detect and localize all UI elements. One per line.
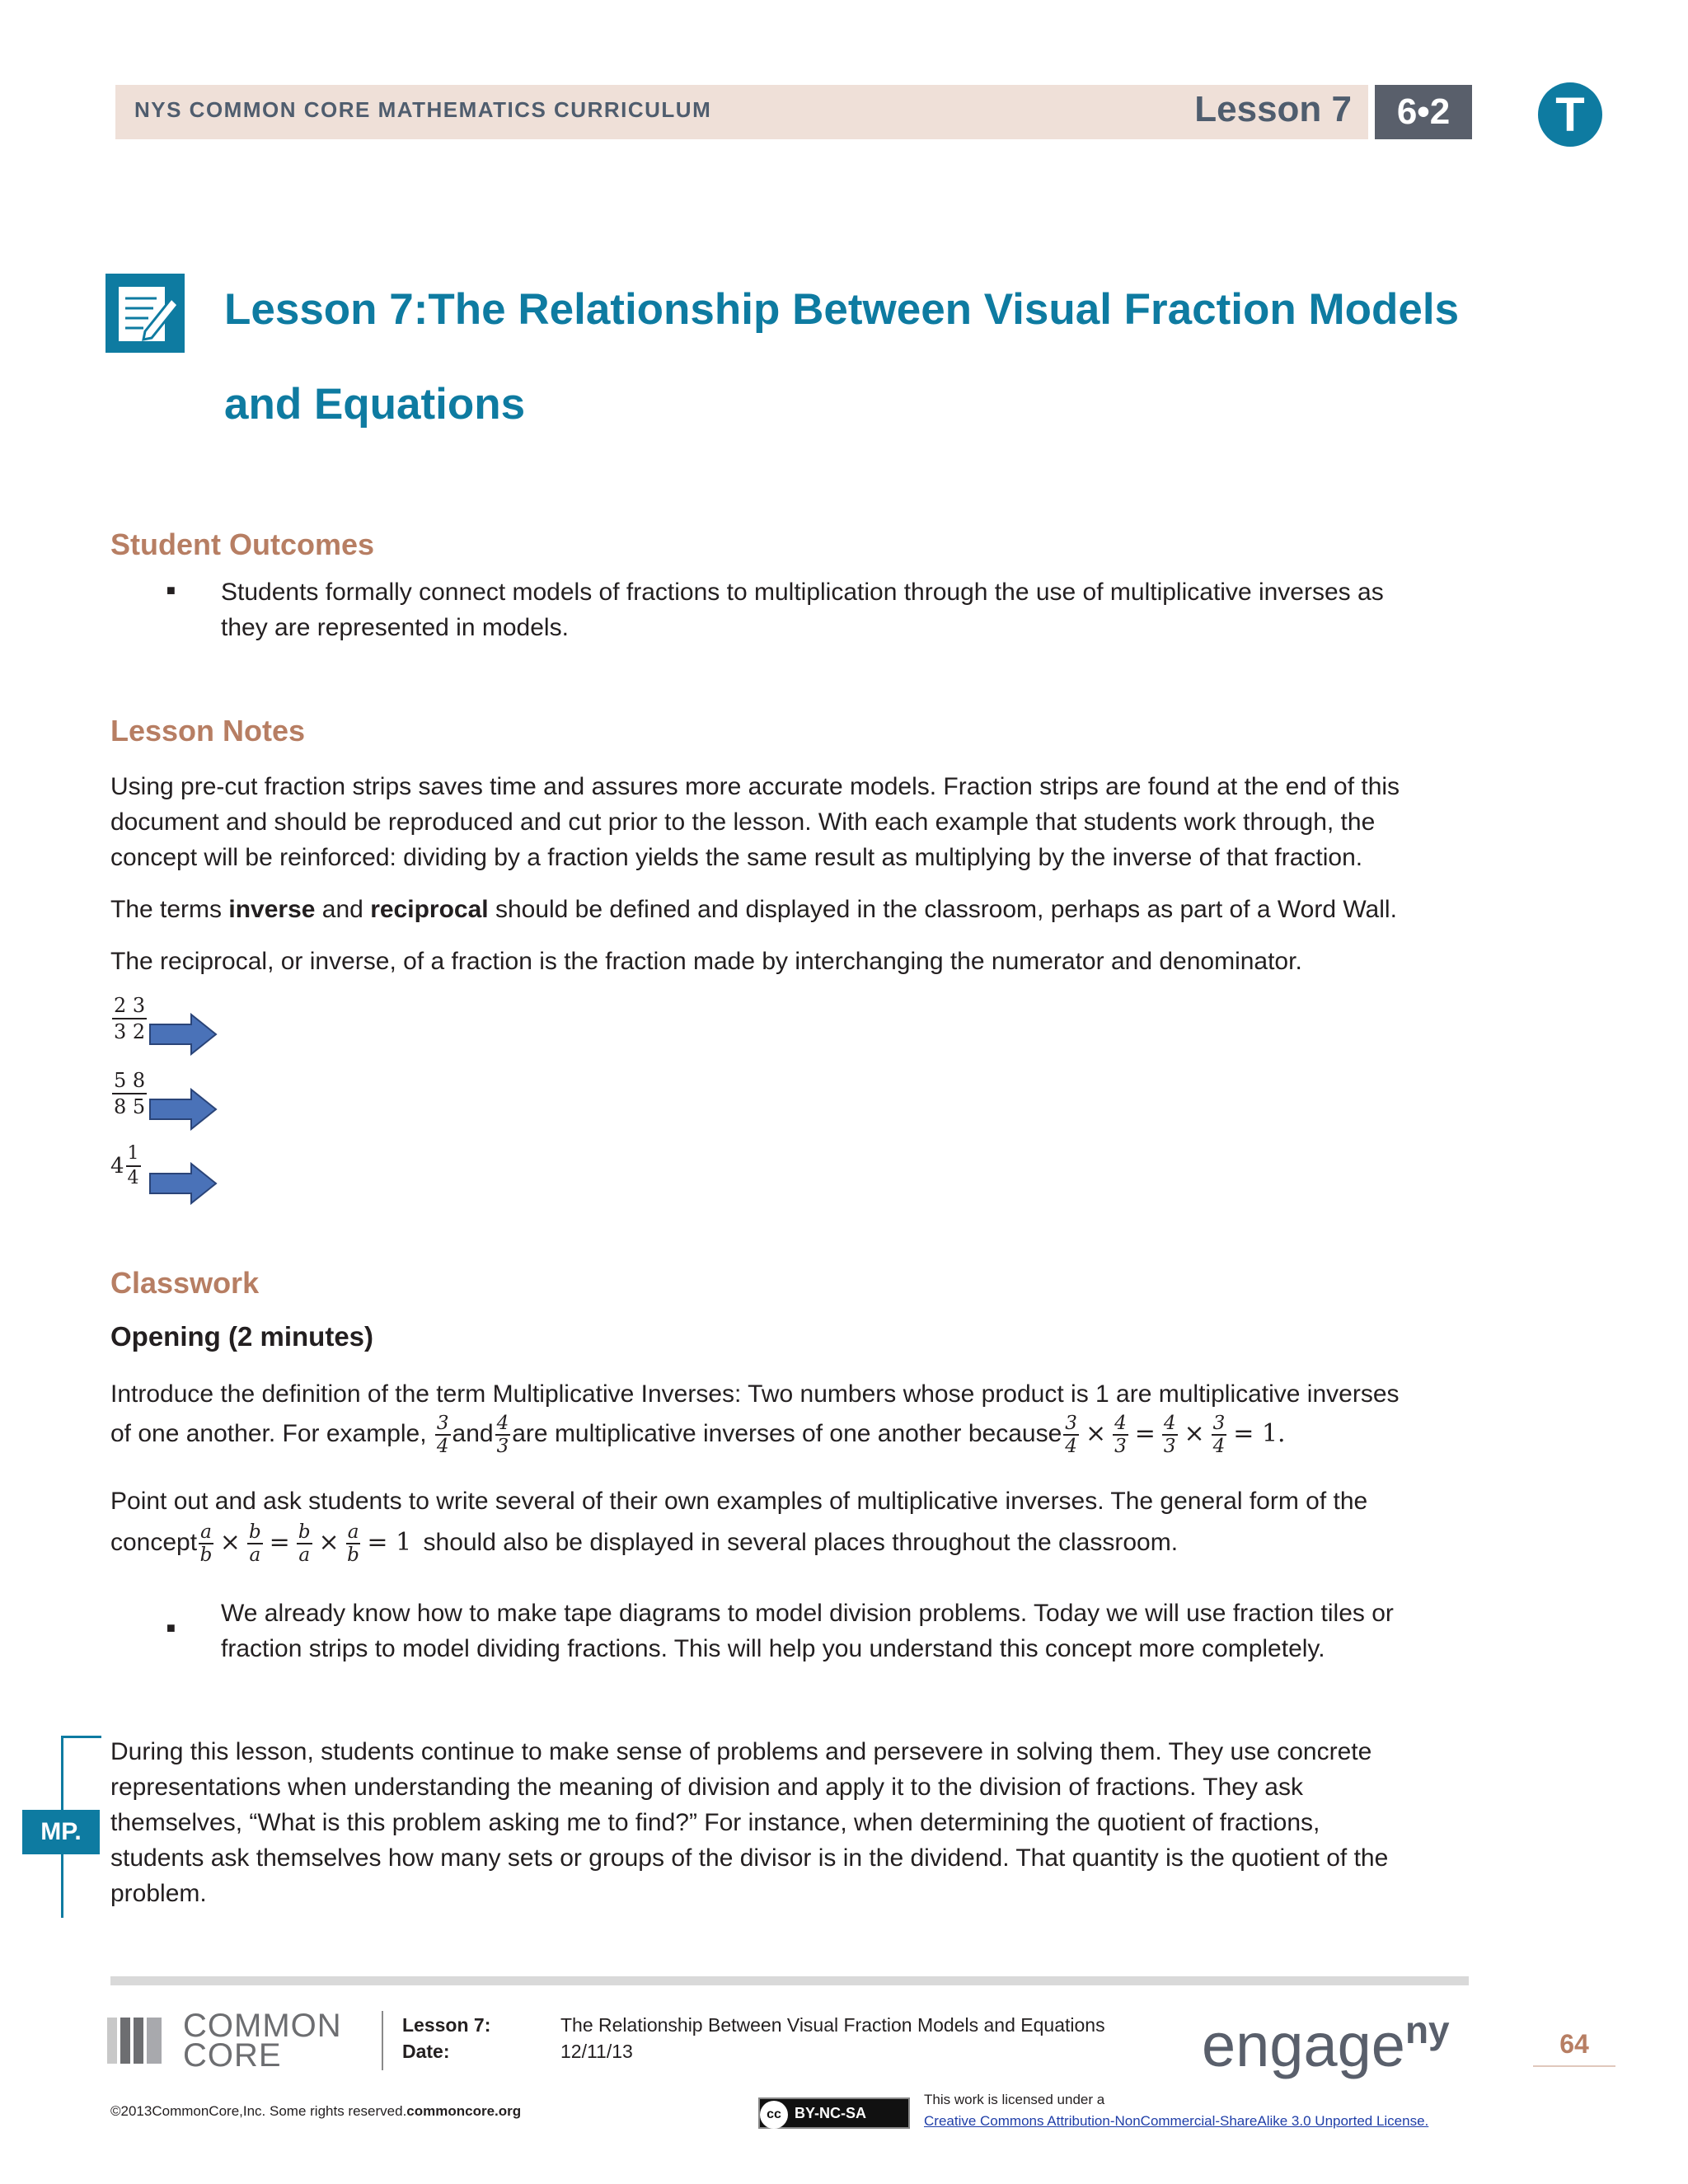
classwork-bullet-text: We already know how to make tape diagrams to model division problems. Today we will use fraction tiles or fraction strips to model dividing fractions. This will help you understand this concept more completely. — [221, 1600, 1394, 1662]
lesson-notes-heading: Lesson Notes — [110, 714, 306, 748]
terms-paragraph: The terms inverse and reciprocal should be defined and displayed in the classroom, perhaps as part of a Word Wall. — [110, 896, 1397, 923]
footer-rule — [110, 1976, 1469, 1985]
page-number-rule — [1533, 2065, 1615, 2067]
intro-line-1: Introduce the definition of the term Multiplicative Inverses: Two numbers whose product is 1 are multiplicative inverses — [110, 1380, 1400, 1408]
reciprocal-example-1: $\frac{2 3}{3 2}$ — [110, 993, 148, 1059]
bullet-icon: ■ — [166, 1619, 176, 1636]
grade-module-badge: 6•2 — [1375, 85, 1472, 139]
cc-icon: cc — [760, 2101, 788, 2129]
arrow-right-icon — [148, 1162, 218, 1205]
footer-divider — [382, 2011, 383, 2070]
header-lesson-label: Lesson 7 — [1194, 89, 1352, 129]
footer-lesson-label: Lesson 7: — [402, 2014, 491, 2036]
lesson-title-line-2: and Equations — [224, 380, 526, 429]
license-text: This work is licensed under a — [924, 2092, 1105, 2107]
intro-line-2: of one another. For example, $\frac{3}{4}$ and $\frac{4}{3}$ are multiplicative inverses of one another because $\frac{3}{4}$ × $\frac{4}{3}$ = $\frac{4}{3}$ × $\frac{3}{4}$ = 1. — [110, 1413, 1286, 1458]
common-core-logo: COMMON CORE — [107, 2011, 371, 2070]
opening-heading: Opening (2 minutes) — [110, 1321, 374, 1352]
point-out-line: Point out and ask students to write several of their own examples of multiplicative inverses. The general form of the — [110, 1488, 1368, 1515]
mp-paragraph: During this lesson, students continue to make sense of problems and persevere in solving them. They use concrete representations when understanding the meaning of division and apply it to the division of fractions. They ask themselves, “What is this problem asking me to find?” For instance, when determining the quotient of fractions, students ask themselves how many sets or groups of the divisor is in the dividend. That quantity is the quotient of the problem. — [110, 1738, 1389, 1907]
footer-date-label: Date: — [402, 2041, 450, 2062]
notebook-pencil-icon — [106, 274, 185, 353]
student-outcomes-heading: Student Outcomes — [110, 527, 375, 561]
classwork-heading: Classwork — [110, 1266, 260, 1300]
engageny-logo: engage$^{ny}$ — [1202, 2008, 1450, 2079]
footer-date: 12/11/13 — [560, 2041, 633, 2062]
teacher-edition-badge: T — [1538, 82, 1602, 147]
arrow-right-icon — [148, 1088, 218, 1131]
arrow-right-icon — [148, 1013, 218, 1056]
page-number: 64 — [1559, 2029, 1589, 2059]
concept-line: concept $\frac{a}{b}$ × $\frac{b}{a}$ = $\frac{b}{a}$ × $\frac{a}{b}$ = 1 should also be displayed in several places throughout the classroom. — [110, 1521, 1179, 1567]
copyright-notice: ©2013CommonCore,Inc. Some rights reserved.commoncore.org — [110, 2103, 522, 2119]
creative-commons-badge: cc BY-NC-SA — [758, 2097, 910, 2129]
footer-lesson-title: The Relationship Between Visual Fraction Models and Equations — [560, 2014, 1105, 2036]
reciprocal-example-2: $\frac{5 8}{8 5}$ — [110, 1068, 148, 1134]
bullet-icon: ■ — [166, 582, 176, 598]
mp-badge: MP. — [22, 1810, 100, 1854]
lesson-notes-paragraph: Using pre-cut fraction strips saves time and assures more accurate models. Fraction strips are found at the end of this document and should be reproduced and cut prior to the lesson. With each example that students work through, the concept will be reinforced: dividing by a fraction yields the same result as multiplying by the inverse of that fraction. — [110, 773, 1400, 871]
reciprocal-example-3: 4 $\frac{1}{4}$ — [110, 1142, 143, 1208]
lesson-title-line-1: Lesson 7:The Relationship Between Visual Fraction Models — [224, 285, 1460, 334]
curriculum-title: NYS COMMON CORE MATHEMATICS CURRICULUM — [134, 97, 712, 122]
license-link[interactable]: Creative Commons Attribution-NonCommercial-ShareAlike 3.0 Unported License. — [924, 2113, 1429, 2129]
outcome-text: Students formally connect models of fractions to multiplication through the use of multiplicative inverses as they are represented in models. — [221, 579, 1384, 641]
reciprocal-definition: The reciprocal, or inverse, of a fraction is the fraction made by interchanging the numerator and denominator. — [110, 948, 1302, 975]
